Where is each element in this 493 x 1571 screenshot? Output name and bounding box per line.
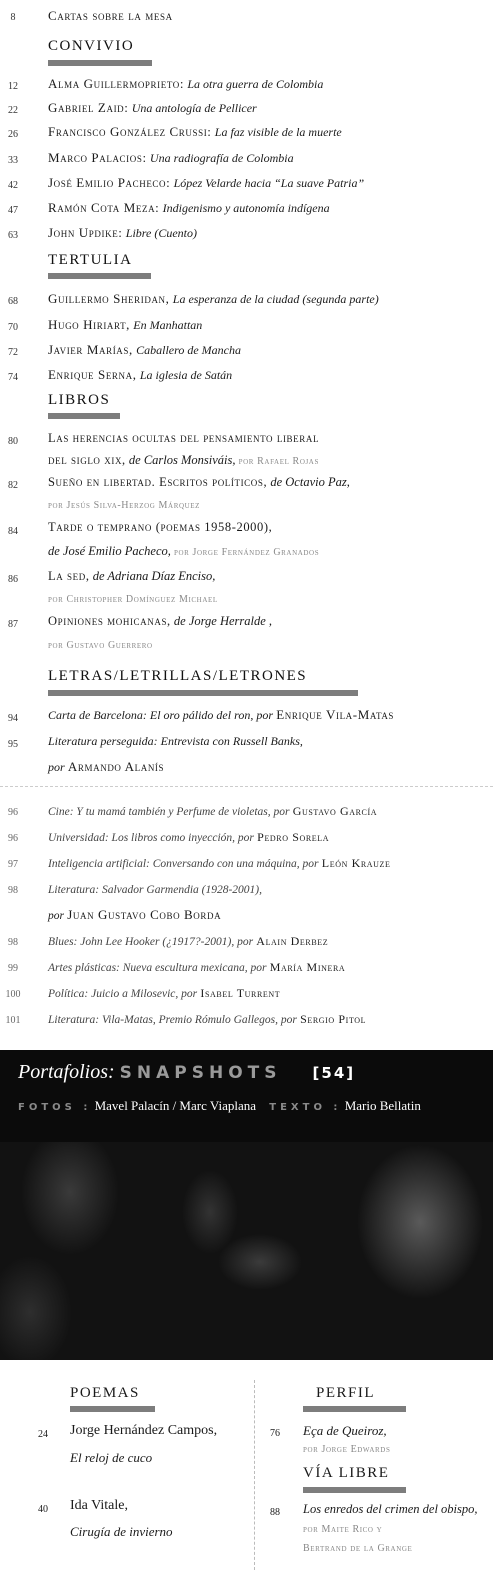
author: Hugo Hiriart, <box>48 317 131 332</box>
toc-entry-sub <box>48 453 319 468</box>
page-number: 63 <box>8 230 18 241</box>
by: por <box>48 760 65 774</box>
title: En Manhattan <box>133 318 203 332</box>
title: Literatura: Vila-Matas, Premio Rómulo Gallegos, por <box>48 1014 297 1026</box>
toc-entry[interactable] <box>48 124 342 140</box>
texto-label: TEXTO : <box>269 1102 342 1113</box>
toc-entry[interactable] <box>48 175 364 191</box>
page-number: 96 <box>8 807 18 818</box>
title: Artes plásticas: Nueva escultura mexicana, por <box>48 962 267 974</box>
toc-entry[interactable] <box>48 317 202 333</box>
title: Opiniones mohicanas, <box>48 614 171 628</box>
author: Marco Palacios: <box>48 150 147 165</box>
perfil-author: por Jorge Edwards <box>303 1444 391 1455</box>
author: Francisco González Crussi: <box>48 124 212 139</box>
toc-entry[interactable] <box>48 881 262 897</box>
author: de Jorge Herralde , <box>173 614 273 628</box>
page-number: 98 <box>8 885 18 896</box>
toc-entry[interactable] <box>48 100 257 116</box>
divider <box>0 786 493 787</box>
section-heading-via-libre: VÍA LIBRE <box>303 1465 390 1481</box>
toc-entry-title[interactable]: Tarde o temprano (poemas 1958-2000), <box>48 520 273 534</box>
title: Indigenismo y autonomía indígena <box>162 201 330 215</box>
texto-credit: Mario Bellatin <box>344 1098 421 1113</box>
title: La iglesia de Satán <box>139 368 233 382</box>
toc-entry[interactable]: Literatura perseguida: Entrevista con Russell Banks, <box>48 734 303 748</box>
portafolios-page: [54] <box>312 1064 356 1082</box>
author: de José Emilio Pacheco, <box>48 544 171 558</box>
page-number: 68 <box>8 296 18 307</box>
via-libre-author: Bertrand de la Grange <box>303 1543 413 1554</box>
toc-entry[interactable] <box>48 803 377 819</box>
by: por <box>48 910 64 922</box>
toc-entry-title[interactable] <box>48 614 272 629</box>
cartas-link[interactable]: Cartas sobre la mesa <box>48 8 173 23</box>
toc-entry-sub <box>48 544 319 559</box>
toc-entry-title[interactable]: Las herencias ocultas del pensamiento liberal <box>48 431 320 445</box>
section-heading-perfil: PERFIL <box>316 1385 376 1401</box>
title: Una radiografía de Colombia <box>149 151 294 165</box>
section-underline <box>48 60 152 66</box>
page-number: 22 <box>8 105 18 116</box>
author: Enrique Vila-Matas <box>276 707 395 722</box>
page-number: 88 <box>270 1507 280 1518</box>
reviewer: por Gustavo Guerrero <box>48 640 153 651</box>
portafolios-label: Portafolios: <box>18 1061 115 1083</box>
section-heading-poemas: POEMAS <box>70 1385 140 1401</box>
author: de Adriana Díaz Enciso, <box>92 569 216 583</box>
section-heading-libros: LIBROS <box>48 392 111 408</box>
section-underline <box>48 690 358 696</box>
author: Pedro Sorela <box>257 830 330 844</box>
title: La sed, <box>48 569 90 583</box>
via-libre-title[interactable]: Los enredos del crimen del obispo, <box>303 1502 478 1516</box>
title: La faz visible de la muerte <box>214 125 342 139</box>
portafolios-title: SNAPSHOTS <box>119 1063 282 1083</box>
toc-entry[interactable] <box>48 342 241 358</box>
author: Javier Marías, <box>48 342 133 357</box>
page-number: 26 <box>8 129 18 140</box>
page-number: 72 <box>8 347 18 358</box>
page-number: 42 <box>8 180 18 191</box>
page-number: 98 <box>8 937 18 948</box>
page-number: 47 <box>8 205 18 216</box>
poem-author[interactable]: Jorge Hernández Campos, <box>70 1423 218 1438</box>
page-number: 76 <box>270 1428 280 1439</box>
page-number: 86 <box>8 574 18 585</box>
page-number: 8 <box>10 12 16 23</box>
author: Alain Derbez <box>256 934 329 948</box>
author: Sergio Pitol <box>300 1012 367 1026</box>
title: La esperanza de la ciudad (segunda parte) <box>172 292 379 306</box>
author: Gabriel Zaid: <box>48 100 129 115</box>
toc-entry[interactable] <box>48 291 379 307</box>
section-heading-tertulia: TERTULIA <box>48 252 133 268</box>
title: La otra guerra de Colombia <box>187 77 324 91</box>
toc-entry[interactable] <box>48 959 345 975</box>
page-number: 87 <box>8 619 18 630</box>
title: López Velarde hacia “La suave Patria” <box>173 176 365 190</box>
section-underline <box>48 273 151 279</box>
author: Gustavo García <box>292 804 378 818</box>
title: Carta de Barcelona: El oro pálido del ron, por <box>48 708 273 722</box>
toc-entry[interactable] <box>48 225 197 241</box>
toc-entry[interactable] <box>48 150 294 166</box>
via-libre-author: por Maite Rico y <box>303 1524 383 1535</box>
author: León Krauze <box>321 856 391 870</box>
portafolios-photo <box>0 1142 493 1360</box>
perfil-title[interactable]: Eça de Queiroz, <box>303 1423 387 1438</box>
author: María Minera <box>269 960 346 974</box>
section-underline <box>303 1487 406 1493</box>
toc-entry[interactable] <box>48 985 280 1001</box>
title: Una antología de Pellicer <box>131 101 257 115</box>
author: Ramón Cota Meza: <box>48 200 160 215</box>
title: Sueño en libertad. Escritos políticos, <box>48 475 268 489</box>
page-number: 100 <box>5 989 21 1000</box>
author: John Updike: <box>48 225 123 240</box>
author: Armando Alanís <box>67 759 165 774</box>
author: de Carlos Monsiváis, <box>128 453 236 467</box>
toc-entry[interactable] <box>48 367 232 383</box>
page-number: 24 <box>38 1429 48 1440</box>
page-number: 96 <box>8 833 18 844</box>
title: Inteligencia artificial: Conversando con una máquina, por <box>48 858 319 870</box>
toc-entry[interactable] <box>48 933 328 949</box>
title: Blues: John Lee Hooker (¿1917?-2001), por <box>48 936 254 948</box>
page-number: 12 <box>8 81 18 92</box>
page-number: 97 <box>8 859 18 870</box>
toc-entry[interactable] <box>48 200 330 216</box>
toc-entry-sub <box>48 759 164 775</box>
poem-author[interactable]: Ida Vitale, <box>70 1498 128 1513</box>
reviewer: por Jorge Fernández Granados <box>174 547 320 558</box>
page-number: 33 <box>8 155 18 166</box>
author: Isabel Turrent <box>200 986 281 1000</box>
title: Caballero de Mancha <box>136 343 241 357</box>
portafolios-header[interactable] <box>18 1061 355 1084</box>
page-number: 95 <box>8 739 18 750</box>
portafolios-band <box>0 1050 493 1360</box>
section-heading-letras: LETRAS/LETRILLAS/LETRONES <box>48 668 308 684</box>
title: Literatura: Salvador Garmendia (1928-2001), <box>48 884 263 896</box>
author: Enrique Serna, <box>48 367 137 382</box>
author: Juan Gustavo Cobo Borda <box>67 907 222 922</box>
toc-entry-title[interactable] <box>48 475 350 490</box>
author: José Emilio Pacheco: <box>48 175 171 190</box>
section-heading-convivio: CONVIVIO <box>48 38 135 54</box>
title: Universidad: Los libros como inyección, por <box>48 832 254 844</box>
reviewer: por Rafael Rojas <box>238 456 319 467</box>
section-underline <box>48 413 120 419</box>
page-number: 40 <box>38 1504 48 1515</box>
poem-title: Cirugía de invierno <box>70 1524 173 1539</box>
toc-entry[interactable] <box>48 707 394 723</box>
toc-entry[interactable] <box>48 855 391 871</box>
reviewer: por Christopher Domínguez Michael <box>48 594 218 605</box>
author: Alma Guillermoprieto: <box>48 76 185 91</box>
fotos-label: FOTOS : <box>18 1102 92 1113</box>
title: Política: Juicio a Milosevic, por <box>48 988 198 1000</box>
author: de Octavio Paz, <box>270 475 350 489</box>
page-number: 99 <box>8 963 18 974</box>
title: Cine: Y tu mamá también y Perfume de violetas, por <box>48 806 290 818</box>
page-number: 70 <box>8 322 18 333</box>
page-number: 82 <box>8 480 18 491</box>
section-underline <box>303 1406 406 1412</box>
toc-entry[interactable] <box>48 1011 366 1027</box>
title-cont: del siglo xix, <box>48 453 126 467</box>
poem-title: El reloj de cuco <box>70 1450 153 1465</box>
page-number: 94 <box>8 713 18 724</box>
title: Libre (Cuento) <box>125 226 197 240</box>
toc-entry-sub <box>48 907 221 923</box>
fotos-credit: Mavel Palacín / Marc Viaplana <box>94 1098 257 1113</box>
portafolios-credits <box>18 1098 421 1114</box>
reviewer: por Jesús Silva-Herzog Márquez <box>48 500 201 511</box>
page-number: 101 <box>5 1015 21 1026</box>
toc-entry[interactable] <box>48 829 329 845</box>
page-number: 74 <box>8 372 18 383</box>
column-divider <box>254 1380 255 1570</box>
author: Guillermo Sheridan, <box>48 291 170 306</box>
page-number: 84 <box>8 526 18 537</box>
toc-entry-title[interactable] <box>48 569 215 584</box>
page-number: 80 <box>8 436 18 447</box>
section-underline <box>70 1406 155 1412</box>
toc-entry[interactable] <box>48 76 323 92</box>
